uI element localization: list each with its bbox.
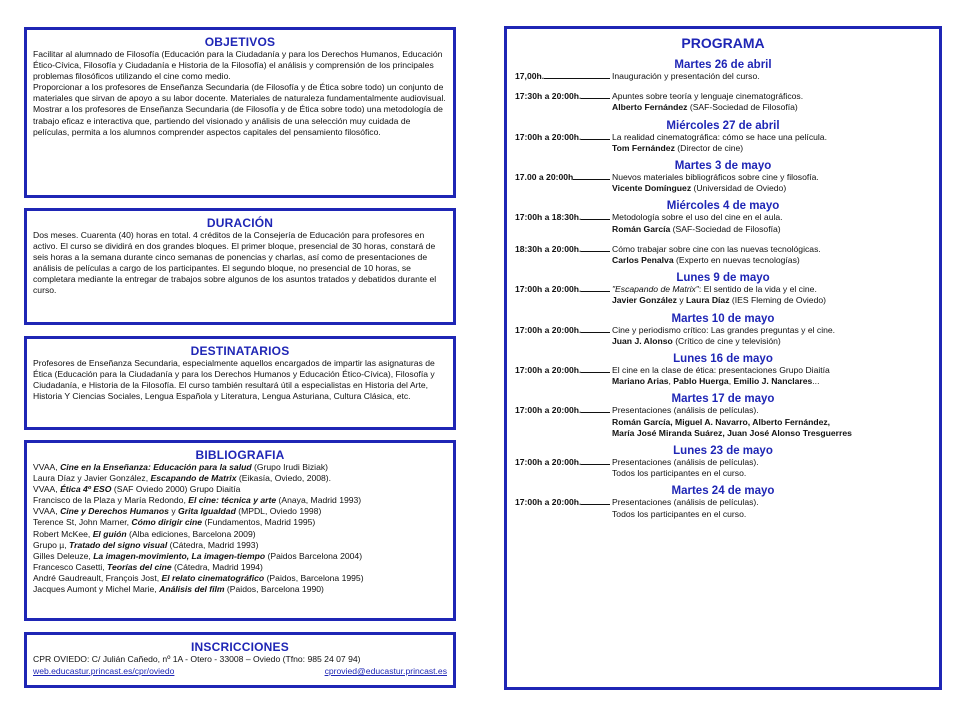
event-detail (612, 365, 931, 387)
event-speaker: Todos los participantes en el curso. (612, 468, 747, 479)
schedule-day: Martes 17 de mayo (671, 393, 775, 406)
schedule-event (515, 365, 931, 387)
event-description: Cine y periodismo crítico: Las grandes preguntas y el cine. (612, 324, 836, 335)
speaker-name: Emilio J. Nanclares (733, 376, 813, 387)
event-speaker: Javier González y Laura Díaz (IES Fleming de Oviedo) (612, 295, 826, 306)
speaker-name: Tom Fernández (612, 142, 675, 153)
inscripciones-title: INSCRICCIONES (191, 640, 289, 654)
bibliografia-box (24, 440, 456, 621)
bibliography-entry: Laura Díaz y Javier González, Escapando de Matrix (Eikasía, Oviedo, 2008). (33, 473, 332, 484)
event-time: 17:00h a 20:00h. (515, 284, 612, 306)
duracion-text: Dos meses. Cuarenta (40) horas en total. 4 créditos de la Consejería de Educación para profesores en activo. El curso se dividirá en dos grandes bloques. El primer bloque, presencial de 30 horas, constará de seis horas a la semana durante cinco semanas de ponencias y charlas, así como de presentaciones de análisis de películas a cargo de los participantes. El segundo bloque, no presencial de 10 horas, se completara mediante la entregar de trabajos sobre algunos de los asuntos tratados y debatidos durante el curso. (33, 230, 437, 296)
event-time: 17:00h a 20:00h. (515, 365, 612, 387)
schedule-gap (515, 235, 931, 244)
inscripciones-links (33, 666, 447, 676)
event-time: 18:30h a 20:00h. (515, 244, 612, 266)
bibliography-title: La imagen-movimiento, La imagen-tiempo (93, 550, 266, 561)
bibliography-entry: Gilles Deleuze, La imagen-movimiento, La imagen-tiempo (Paidos Barcelona 2004) (33, 550, 363, 561)
web-link[interactable]: web.educastur.princast.es/cpr/oviedo (33, 666, 175, 677)
speaker-name: Javier González (612, 295, 677, 306)
event-detail (612, 405, 931, 439)
time-leader-line (581, 290, 610, 292)
objetivos-title: OBJETIVOS (204, 35, 276, 49)
time-leader-line (581, 331, 610, 333)
duracion-title: DURACIÓN (206, 216, 274, 230)
speaker-name: Carlos Penalva (612, 255, 674, 266)
programa-box (504, 26, 942, 690)
schedule-event (515, 212, 931, 234)
schedule-day: Martes 24 de mayo (671, 485, 775, 498)
event-detail (612, 212, 931, 234)
event-speaker: Román García (SAF-Sociedad de Filosofía) (612, 223, 781, 234)
email-link[interactable]: cprovied@educastur.princast.es (324, 666, 447, 677)
event-description: Presentaciones (análisis de películas). (612, 497, 759, 508)
schedule-day: Martes 3 de mayo (674, 160, 772, 173)
event-detail (612, 284, 931, 306)
bibliography-entry: VVAA, Cine en la Enseñanza: Educación para la salud (Grupo Irudi Biziak) (33, 462, 329, 472)
destinatarios-text: Profesores de Enseñanza Secundaria, especialmente aquellos encargados de impartir las asignaturas de Ética (Educación para la Ciudadanía y para los Derechos Humanos y Educación Ético-Cívica), Filosofía y Ciudadanía, e Historia de la Filosofía. El curso también resultará útil a especialistas en Historia del Arte, Historia Y Ciencias Sociales, Lengua Española y Literatura, Lengua Asturiana, Cultura Clásica, etc. (33, 358, 435, 402)
schedule-day: Miércoles 4 de mayo (666, 200, 780, 213)
speaker-name: María José Miranda Suárez, Juan José Alonso Tresguerres (612, 427, 852, 438)
bibliography-entry: Grupo µ, Tratado del signo visual (Cátedra, Madrid 1993) (33, 539, 259, 550)
time-leader-line (581, 371, 610, 373)
event-description: Apuntes sobre teoría y lenguaje cinematográficos. (612, 91, 804, 102)
event-time: 17:00h a 20:00h. (515, 325, 612, 347)
event-description: Presentaciones (análisis de películas). (612, 457, 759, 468)
event-speaker (612, 417, 931, 428)
bibliography-title: El guión (92, 528, 127, 539)
event-time: 17,00h. (515, 71, 612, 82)
duracion-box (24, 208, 456, 325)
time-leader-line (581, 97, 610, 99)
event-description: Presentaciones (análisis de películas). (612, 405, 759, 416)
objetivos-paragraph: Mostrar a los profesores de Enseñanza Secundaria (de Filosofía y de Ética sobre todo) una metodología de trabajo eficaz e interactiva que, partiendo del visionado y análisis de una selección muy cuidada de películas, permita a los alumnos comprender aspectos capitales del pensamiento filosófico. (33, 104, 443, 137)
schedule-event (515, 172, 931, 194)
schedule-event (515, 405, 931, 439)
event-time: 17:00h a 20:00h. (515, 457, 612, 479)
bibliography-title: Escapando de Matrix (150, 473, 237, 484)
time-leader-line (581, 463, 610, 465)
schedule-day: Martes 26 de abril (674, 59, 772, 71)
bibliography-title: Cine en la Enseñanza: Educación para la salud (60, 462, 252, 472)
bibliografia-list (33, 462, 447, 595)
event-speaker: Alberto Fernández (SAF-Sociedad de Filosofía) (612, 102, 798, 113)
event-speaker: Todos los participantes en el curso. (612, 508, 747, 519)
bibliography-entry: André Gaudreault, François Jost, El relato cinematográfico (Paidos, Barcelona 1995) (33, 572, 364, 583)
time-leader-line (581, 411, 610, 413)
event-speaker: Juan J. Alonso (Crítico de cine y televisión) (612, 335, 781, 346)
time-leader-line (581, 218, 610, 220)
inscripciones-address: CPR OVIEDO: C/ Julián Cañedo, nº 1A - Otero - 33008 – Oviedo (Tfno: 985 24 07 94) (33, 654, 361, 664)
objetivos-paragraph: Proporcionar a los profesores de Enseñanza Secundaria (de Filosofía y de Ética sobre todo) un conjunto de materiales que sirvan de apoyo a su labor docente. Materiales de naturaleza fundamentalmente audiovisual. (33, 82, 446, 104)
bibliography-title: Tratado del signo visual (69, 539, 168, 550)
schedule-event (515, 91, 931, 113)
time-leader-line (581, 250, 610, 252)
bibliography-title: Grita Igualdad (178, 506, 236, 517)
speaker-name: Alberto Fernández (612, 102, 688, 113)
event-speaker: Mariano Arias, Pablo Huerga, Emilio J. Nanclares... (612, 376, 820, 387)
event-detail (612, 497, 931, 519)
event-time: 17:00h a 20:00h. (515, 497, 612, 519)
schedule-event (515, 132, 931, 154)
speaker-name: Mariano Arias (612, 376, 669, 387)
event-description: Metodología sobre el uso del cine en el aula. (612, 212, 783, 223)
bibliography-title: El relato cinematográfico (161, 572, 265, 583)
schedule-event (515, 497, 931, 519)
schedule-event (515, 284, 931, 306)
event-description-italic: "Escapando de Matrix" (612, 284, 699, 295)
bibliography-title: Ética 4º ESO (60, 484, 112, 495)
time-leader-line (581, 503, 610, 505)
bibliography-entry: VVAA, Cine y Derechos Humanos y Grita Igualdad (MPDL, Oviedo 1998) (33, 506, 322, 517)
event-time: 17:00h a 20:00h. (515, 405, 612, 439)
time-leader-line (581, 138, 610, 140)
schedule-event (515, 244, 931, 266)
schedule-event (515, 457, 931, 479)
objetivos-box (24, 27, 456, 198)
bibliography-entry: Robert McKee, El guión (Alba ediciones, Barcelona 2009) (33, 528, 256, 539)
bibliography-title: Cine y Derechos Humanos (60, 506, 169, 517)
speaker-name: Juan J. Alonso (612, 335, 673, 346)
event-detail (612, 132, 931, 154)
schedule-day: Miércoles 27 de abril (666, 119, 780, 132)
schedule-day: Martes 10 de mayo (671, 312, 775, 325)
event-detail (612, 244, 931, 266)
bibliography-title: Análisis del film (159, 584, 225, 595)
event-time: 17:00h a 20:00h. (515, 132, 612, 154)
bibliography-entry: Jacques Aumont y Michel Marie, Análisis del film (Paidos, Barcelona 1990) (33, 584, 324, 595)
schedule-event (515, 325, 931, 347)
destinatarios-box (24, 336, 456, 430)
inscripciones-box (24, 632, 456, 688)
bibliography-entry: VVAA, Ética 4º ESO (SAF Oviedo 2000) Grupo Diaitía (33, 484, 241, 495)
bibliography-entry: Terence St, John Marner, Cómo dirigir cine (Fundamentos, Madrid 1995) (33, 517, 316, 528)
schedule-day: Lunes 9 de mayo (676, 272, 770, 285)
speaker-name: Román García (612, 223, 671, 234)
programa-schedule (515, 59, 931, 520)
event-description: Inauguración y presentación del curso. (612, 71, 760, 81)
bibliografia-title: BIBLIOGRAFIA (195, 448, 285, 462)
event-speaker: Vicente Domínguez (Universidad de Oviedo) (612, 183, 787, 194)
event-speaker: Carlos Penalva (Experto en nuevas tecnologías) (612, 255, 800, 266)
event-description: "Escapando de Matrix": El sentido de la vida y el cine. (612, 284, 817, 295)
bibliography-entry: Francesco Casetti, Teorías del cine (Cátedra, Madrid 1994) (33, 561, 263, 572)
event-detail (612, 457, 931, 479)
speaker-name: Pablo Huerga (673, 376, 729, 387)
speaker-name: Laura Díaz (686, 295, 730, 306)
destinatarios-title: DESTINATARIOS (190, 344, 290, 358)
event-detail (612, 325, 931, 347)
schedule-gap (515, 82, 931, 91)
time-leader-line (573, 178, 610, 180)
event-detail (612, 91, 931, 113)
speaker-name: Vicente Domínguez (612, 183, 692, 194)
time-leader-line (544, 77, 610, 79)
schedule-day: Lunes 16 de mayo (673, 353, 773, 366)
event-speaker (612, 428, 931, 439)
bibliography-title: El cine: técnica y arte (188, 495, 277, 506)
event-time: 17.00 a 20:00h (515, 172, 612, 194)
event-speaker: Tom Fernández (Director de cine) (612, 142, 744, 153)
bibliography-title: Cómo dirigir cine (131, 517, 203, 528)
programa-title: PROGRAMA (681, 35, 765, 51)
event-detail (612, 172, 931, 194)
event-time: 17:00h a 18:30h. (515, 212, 612, 234)
schedule-day: Lunes 23 de mayo (673, 445, 773, 458)
event-description: El cine en la clase de ética: presentaciones Grupo Diaitía (612, 365, 830, 376)
event-description: Nuevos materiales bibliográficos sobre cine y filosofía. (612, 172, 819, 183)
event-description: La realidad cinematográfica: cómo se hace una película. (612, 131, 827, 142)
event-description: Cómo trabajar sobre cine con las nuevas tecnológicas. (612, 243, 821, 254)
event-time: 17:30h a 20:00h. (515, 91, 612, 113)
bibliography-title: Teorías del cine (107, 561, 172, 572)
bibliography-entry: Francisco de la Plaza y María Redondo, El cine: técnica y arte (Anaya, Madrid 1993) (33, 495, 362, 506)
objetivos-paragraph: Facilitar al alumnado de Filosofía (Educación para la Ciudadanía y para los Derechos Humanos, Educación Ético-Cívica, Filosofía y Ciudadanía e Historia de la Filosofía) el análisis y comprensión de los principales problemas filosóficos utilizando el cine como medio. (33, 49, 443, 82)
event-detail (612, 71, 931, 82)
schedule-event (515, 71, 931, 82)
speaker-name: Román García, Miguel A. Navarro, Alberto Fernández, (612, 416, 831, 427)
